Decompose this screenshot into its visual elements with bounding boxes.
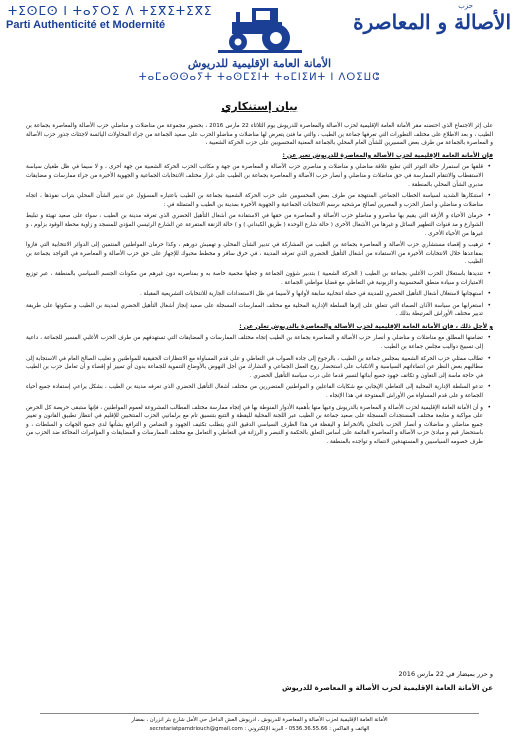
footer-divider (40, 713, 479, 714)
section2-heading: و لأجل ذلك ، فإن الأمانة العامة الإقليمية لحزب الأصالة والمعاصرة بالدريوش تعلن عن : (239, 322, 493, 330)
signature-line: عن الأمانة العامة الإقليمية لحزب الأصالة و المعاصرة للدريوش (282, 684, 493, 692)
party-label-ar: حزب (458, 2, 473, 10)
list-item: • استغرابها من سياسة الآذان الصماء التي تتعلق على إثرها السلطة الإدارية المحلية مع مختلف الممارسات المسجلة على صعيد إنجاز أشغال التأهيل الحضري لمدينة بن الطيب و سكوتها على طريقة تدبير مختلف الأوراش المرتبطة بذلك . (26, 302, 483, 319)
list-item: • تنديدها باستغلال الحزب الأغلبي بجماعة بن الطيب ( الحركة الشعبية ) بتدبير شؤون الجماعة و جعلها محمية خاصة به و بمناصريه دون غيرهم من مكونات الجسم السياسي بالمنطقة ، عبر توزيع الامتيازات و سيادة منطق المحسوبية و الزبونية في التعاطي مع قضايا مواطني الجماعة . (26, 270, 483, 287)
list-item: • قلقها من استمرار حالة التوتر التي تطبع علاقة مناضلي و مناضلات و مناصري حزب الأصالة و المعاصرة من جهة و مكاتب الحزب الحركة الشعبية من جهة أخرى ، و لا سيما في ظل طغيان سياسة الاستقطاب والانتقام الممارسة في حق مناضلات و مناضلي و أنصار حزب الأصالة و المعاصرة بجماعة بن الطيب على غرار مختلف الانتخابات الجماعية و الجهوية الأخيرة من جراء ممارسات و مضايقات مدبري الشأن المحلي بالمنطقة . (26, 163, 483, 189)
list-item: • استهجانها لاستغلال أشغال التأهيل الحضري للمدينة في حملة انتخابية سابقة لأوانها و لأسيما في ظل الاستعدادات الجارية للانتخابات التشريعية المقبلة . (26, 290, 483, 299)
list-item: • تطالب ممثلي حزب الحركة الشعبية بمجلس جماعة بن الطيب ، بالرجوع إلى جادة الصواب في التعاطي و على قدم المساواة مع الانتظارات الحقيقية للمواطنين و تغليب الصالح العام في الاستجابة إلى مطالبهم بغض النظر عن انتماءاتهم السياسية و الانكباب على استحضار روح العمل الجماعي و التشارك من أجل النهوض بالأوضاع التنموية للجماعة بدون أي تمييز أو إقصاء و أن تعامل حزب بن الطيب في حاجة ماسة إلى التعاون و تكاتف جهود جميع أبنائها لتسير قدما على درب سياسة التأهيل الحضري . (26, 355, 483, 381)
list-item: • تضامنها المطلق مع مناضلات و مناضلي و أنصار حزب الأصالة و المعاصرة بجماعة بن الطيب إتجاه مختلف الممارسات و المضايقات التي تستهدفهم من طرف الحزب الأغلبي المسير للجماعة ، داعية إلى تسييج دواليب مجلس جماعة بن الطيب . (26, 334, 483, 351)
tractor-icon (218, 2, 302, 54)
party-name-french: Parti Authenticité et Modernité (6, 19, 166, 31)
document-body (26, 122, 493, 450)
section1-list (26, 163, 493, 319)
footer-contact: الهاتف و الفاكس : 0536.36.55.66 - البريد الإلكتروني : secretariatpamdriouch@gmail.com (149, 726, 370, 732)
intro-paragraph: على إثر الاجتماع الذي احتضنه مقر الأمانة العامة الإقليمية لحزب الأصالة والمعاصرة للدريوش يوم الثلاثاء 22 مارس 2016 ، بحضور مجموعة من مناضلات و مناضلي حزب الأصالة والمعاصرة بجماعة بن الطيب ، و بعد الاطلاع على مختلف التطورات التي تعرفها جماعة بن الطيب ، والتي ما فتئ يتعرض لها مناضلات و مناضلو الحزب على صعيد الجماعة من جراء المحاولات اليائسة لاجتثاث جذور حزب الأصالة و المعاصرة بالجماعة من طرف بعض المسيرين للشأن العام المحلي بالجماعة المعنية المحسوبين على حزب الحركة الشعبية ، (26, 123, 493, 147)
letterhead (0, 0, 519, 95)
list-item: • حرمان الأحياء و الأزقة التي يقيم بها مناصرو و مناضلو حزب الأصالة و المعاصرة من حقها في الاستفادة من أشغال التأهيل الحضري الذي تعرفه مدينة بن الطيب ، سواء على صعيد تهيئة و تبليط الشوارع و مد قنوات التطهير السائل و غيرها من الأشغال الأخرى ( حالة شارع الوحدة ( طريق الكبداني ) و ) حالة الزنقة المتفرعة عن الشارع الرئيسي المؤدي للمسجد و زاوية محطة الوقود بزلوم ، و غيرها من الأحياء الأخرى . (26, 212, 483, 238)
party-name-ar: الأصالة و المعاصرة (353, 10, 511, 34)
list-item: • ترهيب و إقصاء مستشاري حزب الأصالة و المعاصرة بجماعة بن الطيب من المشاركة في تدبير الشأن المحلي و تهميش دورهم ، وكذا حرمان المواطنين المنتمين إلى الدوائر الانتخابية التي فازوا بمقاعدها خلال الانتخابات الأخيرة من الاستفادة من أشغال التأهيل الحضري الذي تعرفه المدينة ، في خرق سافر و مخطط محبوك للإجهاز على حق حزب الأصالة و المعاصرة في التواجد بجماعة بن الطيب . (26, 241, 483, 267)
section2-list (26, 334, 493, 446)
party-name-tifinagh: ⵜⵉⵙⵎⵙ ⵏ ⵜⴰⵢⵔⵉ ⴷ ⵜⵉⴳⵉⵜⵉⴳⵉ (8, 4, 213, 18)
list-item: • استنكارها الشديد لسياسة الخطاب الجماعي المنتهجة من طرف بعض المحسوبين على حزب الحركة الشعبية بجماعة بن الطيب باعتباره المسؤول عن تدبير الشأن المحلي بتراب نفوذها ، اتجاه مناضلات و مناضلي و أنصار الحزب و المعبرين لصالح مرشحيه برسم الانتخابات الجماعية و الجهوية الأخيرة بمدينة بن الطيب و المتمثلة في : (26, 192, 483, 209)
list-item: • و أن الأمانة العامة الإقليمية لحزب الأصالة و المعاصرة بالدريوش وعيها منها بأهمية الأدوار المنوطة بها في إتجاه ممارسة مختلف المطالب المشروعة لعموم المواطنين ، فإنها ستبقى حريصة كل الحرص على مواكبة و متابعة مختلف المستجدات المسجلة على صعيد جماعة بن الطيب عبر اللجنة المحلية لليقظة و التتبع بتنسيق تام مع برلمانيي الحزب المنتخبين للإقليم في انتظار تطبيق القانون و تغيير جميع مناضلي و مناضلات و أنصار الحزب بالتحلي بالانخراط و اليقظة في هذا الظرف السياسي الدقيق الذي يتطلب تكثيف الجهود و التضامن و الترافع بشأنها لدى جميع الجهات و السلطات ، و باستحضار قيم و مبادئ حزب الأصالة و المعاصرة القائمة على أساس التعلق بالحكمة و التبصر و الرزانة في التعاطي و التعامل مع مختلف الممارسات و المضايقات و المؤامرات المحاكة ضد الحزب من طرف خصومه السياسيين و المستهدفين لانتمائه و تواجده بالمنطقة . (26, 404, 483, 447)
list-item: • تدعو السلطة الإدارية المحلية إلى التعاطي الإيجابي مع شكايات الفاعلين و المواطنين المتضررين من مختلف أشغال التأهيل الحضري الذي تعرفه مدينة بن الطيب ، بشكل يراعي إستفادة جميع أحياء الجماعة و على قدم المساواة من الأوراش المفتوحة في هذا الإتجاه . (26, 383, 483, 400)
document-title: بيان إستنكاري (221, 100, 298, 113)
date-line: و حرر بميضار في 22 مارس 2016 (398, 670, 493, 678)
footer-address: الأمانة العامة الإقليمية لحزب الأصالة و المعاصرة للدريوش ، ادريوش العش الداخل حي الأمل شارع بئر انزران ، بمضار (131, 717, 388, 723)
secretariat-name-tifinagh: ⵜⴰⵎⴰⵙⵙⴰⵢⵜ ⵜⴰⵙⵎⵉⵏⵜ ⵜⴰⵎⵏⵉⵍⵜ ⵏ ⴷⵔⵉⵡⵛ (138, 72, 381, 83)
secretariat-name-ar: الأمانة العامة الإقليمية للدريوش (187, 57, 332, 70)
section1-heading: فإن الأمانة العامة الإقليمية لحزب الأصالة والمعاصرة للدريوش تعبر عن : (282, 151, 493, 159)
